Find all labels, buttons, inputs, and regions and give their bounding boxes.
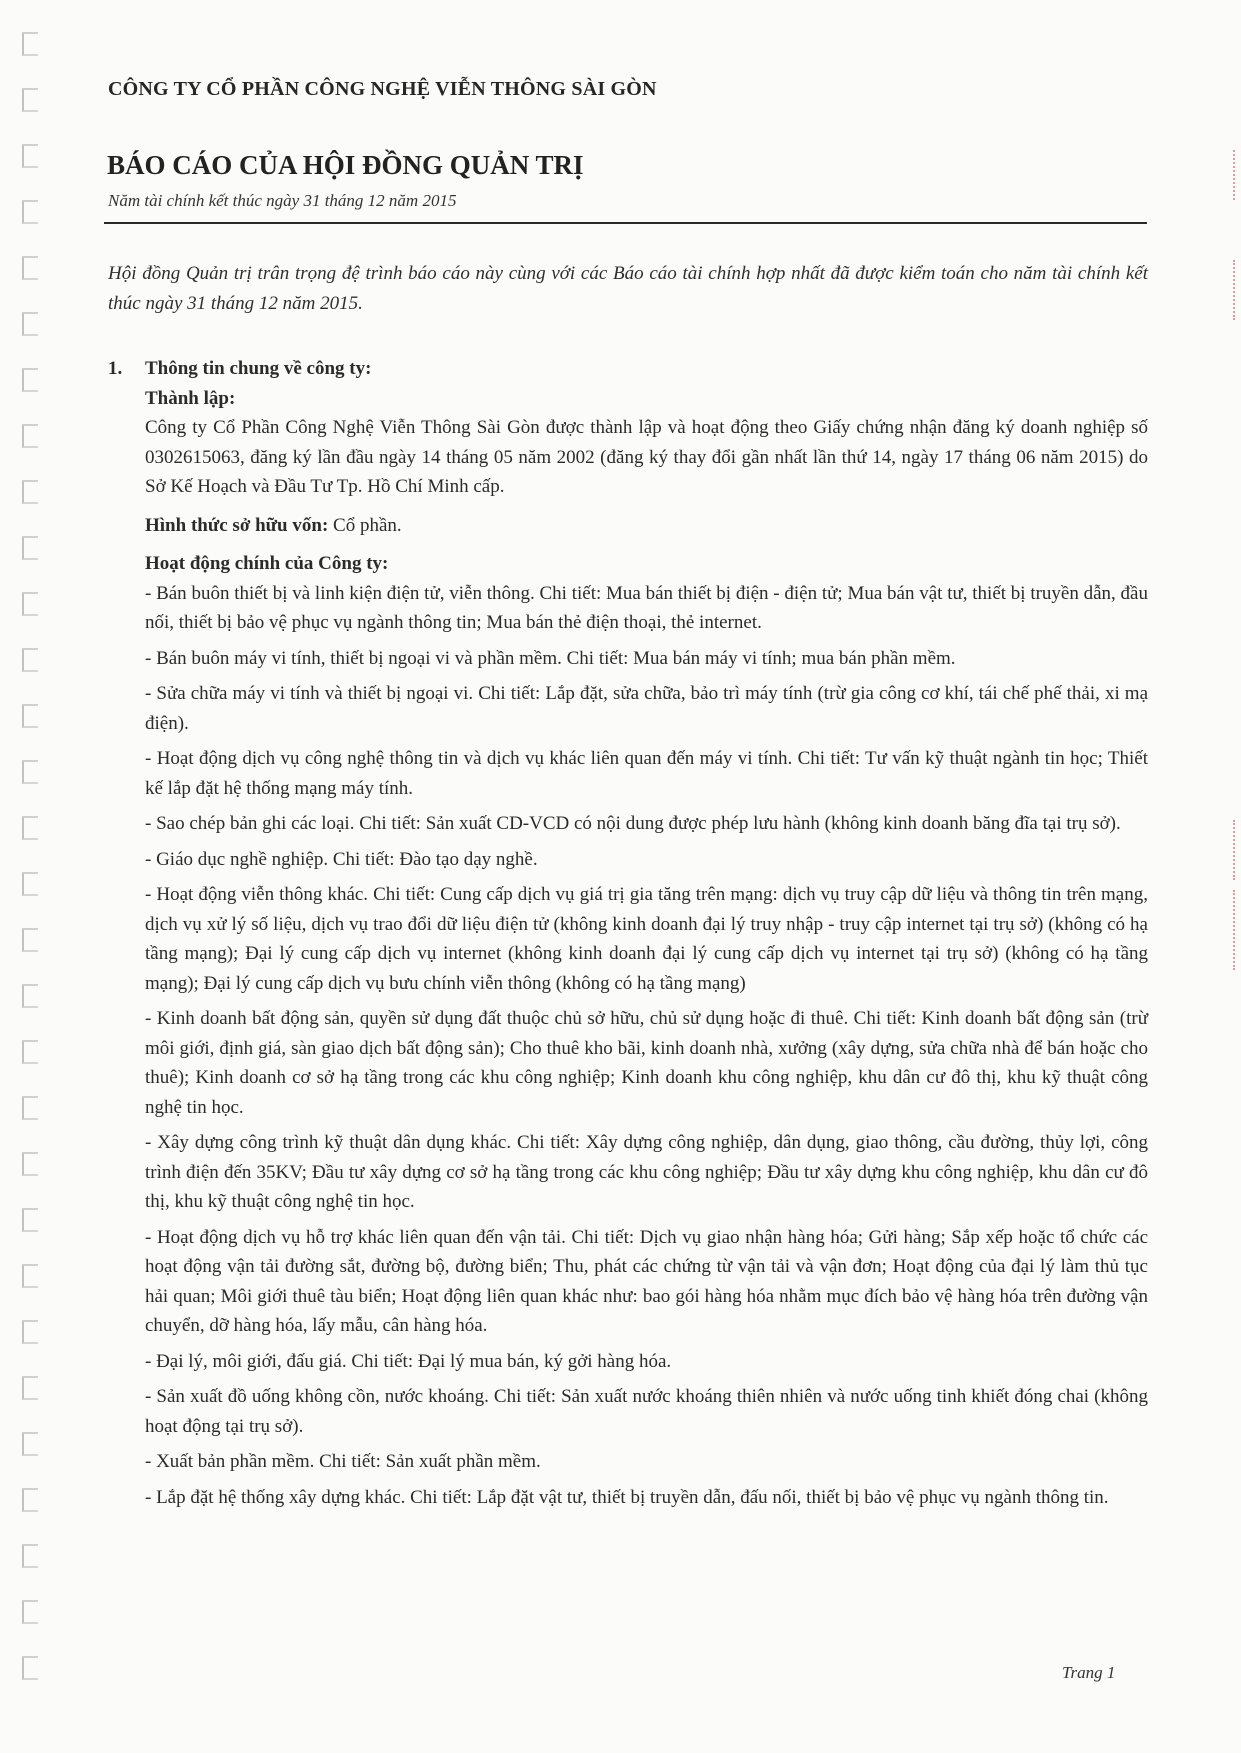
section-heading bbox=[108, 354, 1148, 384]
activity-item: - Đại lý, môi giới, đấu giá. Chi tiết: Đại lý mua bán, ký gởi hàng hóa. bbox=[145, 1350, 672, 1372]
activity-item: - Hoạt động viễn thông khác. Chi tiết: Cung cấp dịch vụ giá trị gia tăng trên mạng: dịch vụ truy cập dữ liệu và thông tin trên mạng, dịch vụ xử lý số liệu, dịch vụ trao đổi dữ liệu điện tử (không kinh doanh đại lý truy nhập - truy cập internet tại trụ sở) (không có hạ tầng mạng); Đại lý cung cấp dịch vụ internet (không kinh doanh đại lý cung cấp dịch vụ internet tại trụ sở) (không có hạ tầng mạng); Đại lý cung cấp dịch vụ bưu chính viễn thông (không có hạ tầng mạng) bbox=[145, 884, 1148, 994]
binding-marks bbox=[22, 32, 46, 1722]
section-body bbox=[145, 384, 1148, 1513]
title-divider bbox=[104, 222, 1147, 224]
page-number: Trang 1 bbox=[1062, 1663, 1116, 1682]
edge-mark bbox=[1229, 260, 1235, 320]
report-subtitle: Năm tài chính kết thúc ngày 31 tháng 12 năm 2015 bbox=[108, 191, 457, 210]
activity-item: - Hoạt động dịch vụ hỗ trợ khác liên quan đến vận tải. Chi tiết: Dịch vụ giao nhận hàng hóa; Gửi hàng; Sắp xếp hoặc tổ chức các hoạt động vận tải đường sắt, đường bộ, đường biển; Thu, phát các chứng từ vận tải và vận đơn; Hoạt động của đại lý làm thủ tục hải quan; Môi giới thuê tàu biển; Hoạt động liên quan khác như: bao gói hàng hóa nhằm mục đích bảo vệ hàng hóa trên đường vận chuyển, dỡ hàng hóa, lấy mẫu, cân hàng hóa. bbox=[145, 1226, 1148, 1336]
establishment-text: Công ty Cổ Phần Công Nghệ Viễn Thông Sài Gòn được thành lập và hoạt động theo Giấy chứng nhận đăng ký doanh nghiệp số 0302615063, đăng ký lần đầu ngày 14 tháng 05 năm 2002 (đăng ký thay đổi gần nhất lần thứ 14, ngày 17 tháng 06 năm 2015) do Sở Kế Hoạch và Đầu Tư Tp. Hồ Chí Minh cấp. bbox=[145, 417, 1148, 497]
intro-paragraph: Hội đồng Quản trị trân trọng đệ trình báo cáo này cùng với các Báo cáo tài chính hợp nhất đã được kiểm toán cho năm tài chính kết thúc ngày 31 tháng 12 năm 2015. bbox=[108, 263, 1148, 314]
activity-item: - Bán buôn thiết bị và linh kiện điện tử, viễn thông. Chi tiết: Mua bán thiết bị điện - điện tử; Mua bán vật tư, thiết bị truyền dẫn, đầu nối, thiết bị bảo vệ phục vụ ngành thông tin; Mua bán thẻ điện thoại, thẻ internet. bbox=[145, 582, 1148, 633]
activity-item: - Kinh doanh bất động sản, quyền sử dụng đất thuộc chủ sở hữu, chủ sử dụng hoặc đi thuê. Chi tiết: Kinh doanh bất động sản (trừ môi giới, định giá, sàn giao dịch bất động sản); Cho thuê kho bãi, kinh doanh nhà, xưởng (xây dựng, sửa chữa nhà để bán hoặc cho thuê); Kinh doanh cơ sở hạ tầng trong các khu công nghiệp; Kinh doanh khu công nghiệp, khu dân cư đô thị, khu kỹ thuật công nghệ tin học. bbox=[145, 1008, 1148, 1118]
edge-mark bbox=[1229, 820, 1235, 880]
section-number: 1. bbox=[108, 358, 123, 379]
edge-mark bbox=[1229, 150, 1235, 200]
activity-item: - Bán buôn máy vi tính, thiết bị ngoại vi và phần mềm. Chi tiết: Mua bán máy vi tính; mua bán phần mềm. bbox=[145, 647, 956, 669]
section-title: Thông tin chung về công ty: bbox=[145, 358, 372, 379]
activity-item: - Lắp đặt hệ thống xây dựng khác. Chi tiết: Lắp đặt vật tư, thiết bị truyền dẫn, đấu nối, thiết bị bảo vệ phục vụ ngành thông tin. bbox=[145, 1486, 1109, 1508]
establishment-heading: Thành lập: bbox=[145, 387, 236, 409]
edge-mark bbox=[1229, 890, 1235, 970]
activity-item: - Giáo dục nghề nghiệp. Chi tiết: Đào tạo dạy nghề. bbox=[145, 848, 538, 870]
activity-item: - Hoạt động dịch vụ công nghệ thông tin và dịch vụ khác liên quan đến máy vi tính. Chi tiết: Tư vấn kỹ thuật ngành tin học; Thiết kế lắp đặt hệ thống mạng máy tính. bbox=[145, 748, 1148, 799]
ownership-line bbox=[145, 511, 1148, 541]
activity-item: - Sao chép bản ghi các loại. Chi tiết: Sản xuất CD-VCD có nội dung được phép lưu hành (không kinh doanh băng đĩa tại trụ sở). bbox=[145, 813, 1121, 834]
company-name: CÔNG TY CỔ PHẦN CÔNG NGHỆ VIỄN THÔNG SÀI GÒN bbox=[108, 78, 657, 100]
activities-heading: Hoạt động chính của Công ty: bbox=[145, 553, 389, 574]
activity-item: - Xuất bản phần mềm. Chi tiết: Sản xuất phần mềm. bbox=[145, 1451, 541, 1472]
section-general-info bbox=[108, 354, 1148, 1512]
report-title: BÁO CÁO CỦA HỘI ĐỒNG QUẢN TRỊ bbox=[107, 150, 584, 180]
ownership-label: Hình thức sở hữu vốn: bbox=[145, 514, 329, 536]
activity-item: - Xây dựng công trình kỹ thuật dân dụng khác. Chi tiết: Xây dựng công nghiệp, dân dụng, giao thông, cầu đường, thủy lợi, công trình điện đến 35KV; Đầu tư xây dựng cơ sở hạ tầng trong các khu công nghiệp; Đầu tư xây dựng khu công nghiệp, khu dân cư đô thị, khu kỹ thuật công nghệ tin học. bbox=[145, 1132, 1148, 1212]
activity-item: - Sản xuất đồ uống không cồn, nước khoáng. Chi tiết: Sản xuất nước khoáng thiên nhiên và nước uống tinh khiết đóng chai (không hoạt động tại trụ sở). bbox=[145, 1386, 1148, 1437]
activity-item: - Sửa chữa máy vi tính và thiết bị ngoại vi. Chi tiết: Lắp đặt, sửa chữa, bảo trì máy tính (trừ gia công cơ khí, tái chế phế thải, xi mạ điện). bbox=[145, 683, 1148, 734]
ownership-value: Cổ phần. bbox=[333, 514, 402, 536]
